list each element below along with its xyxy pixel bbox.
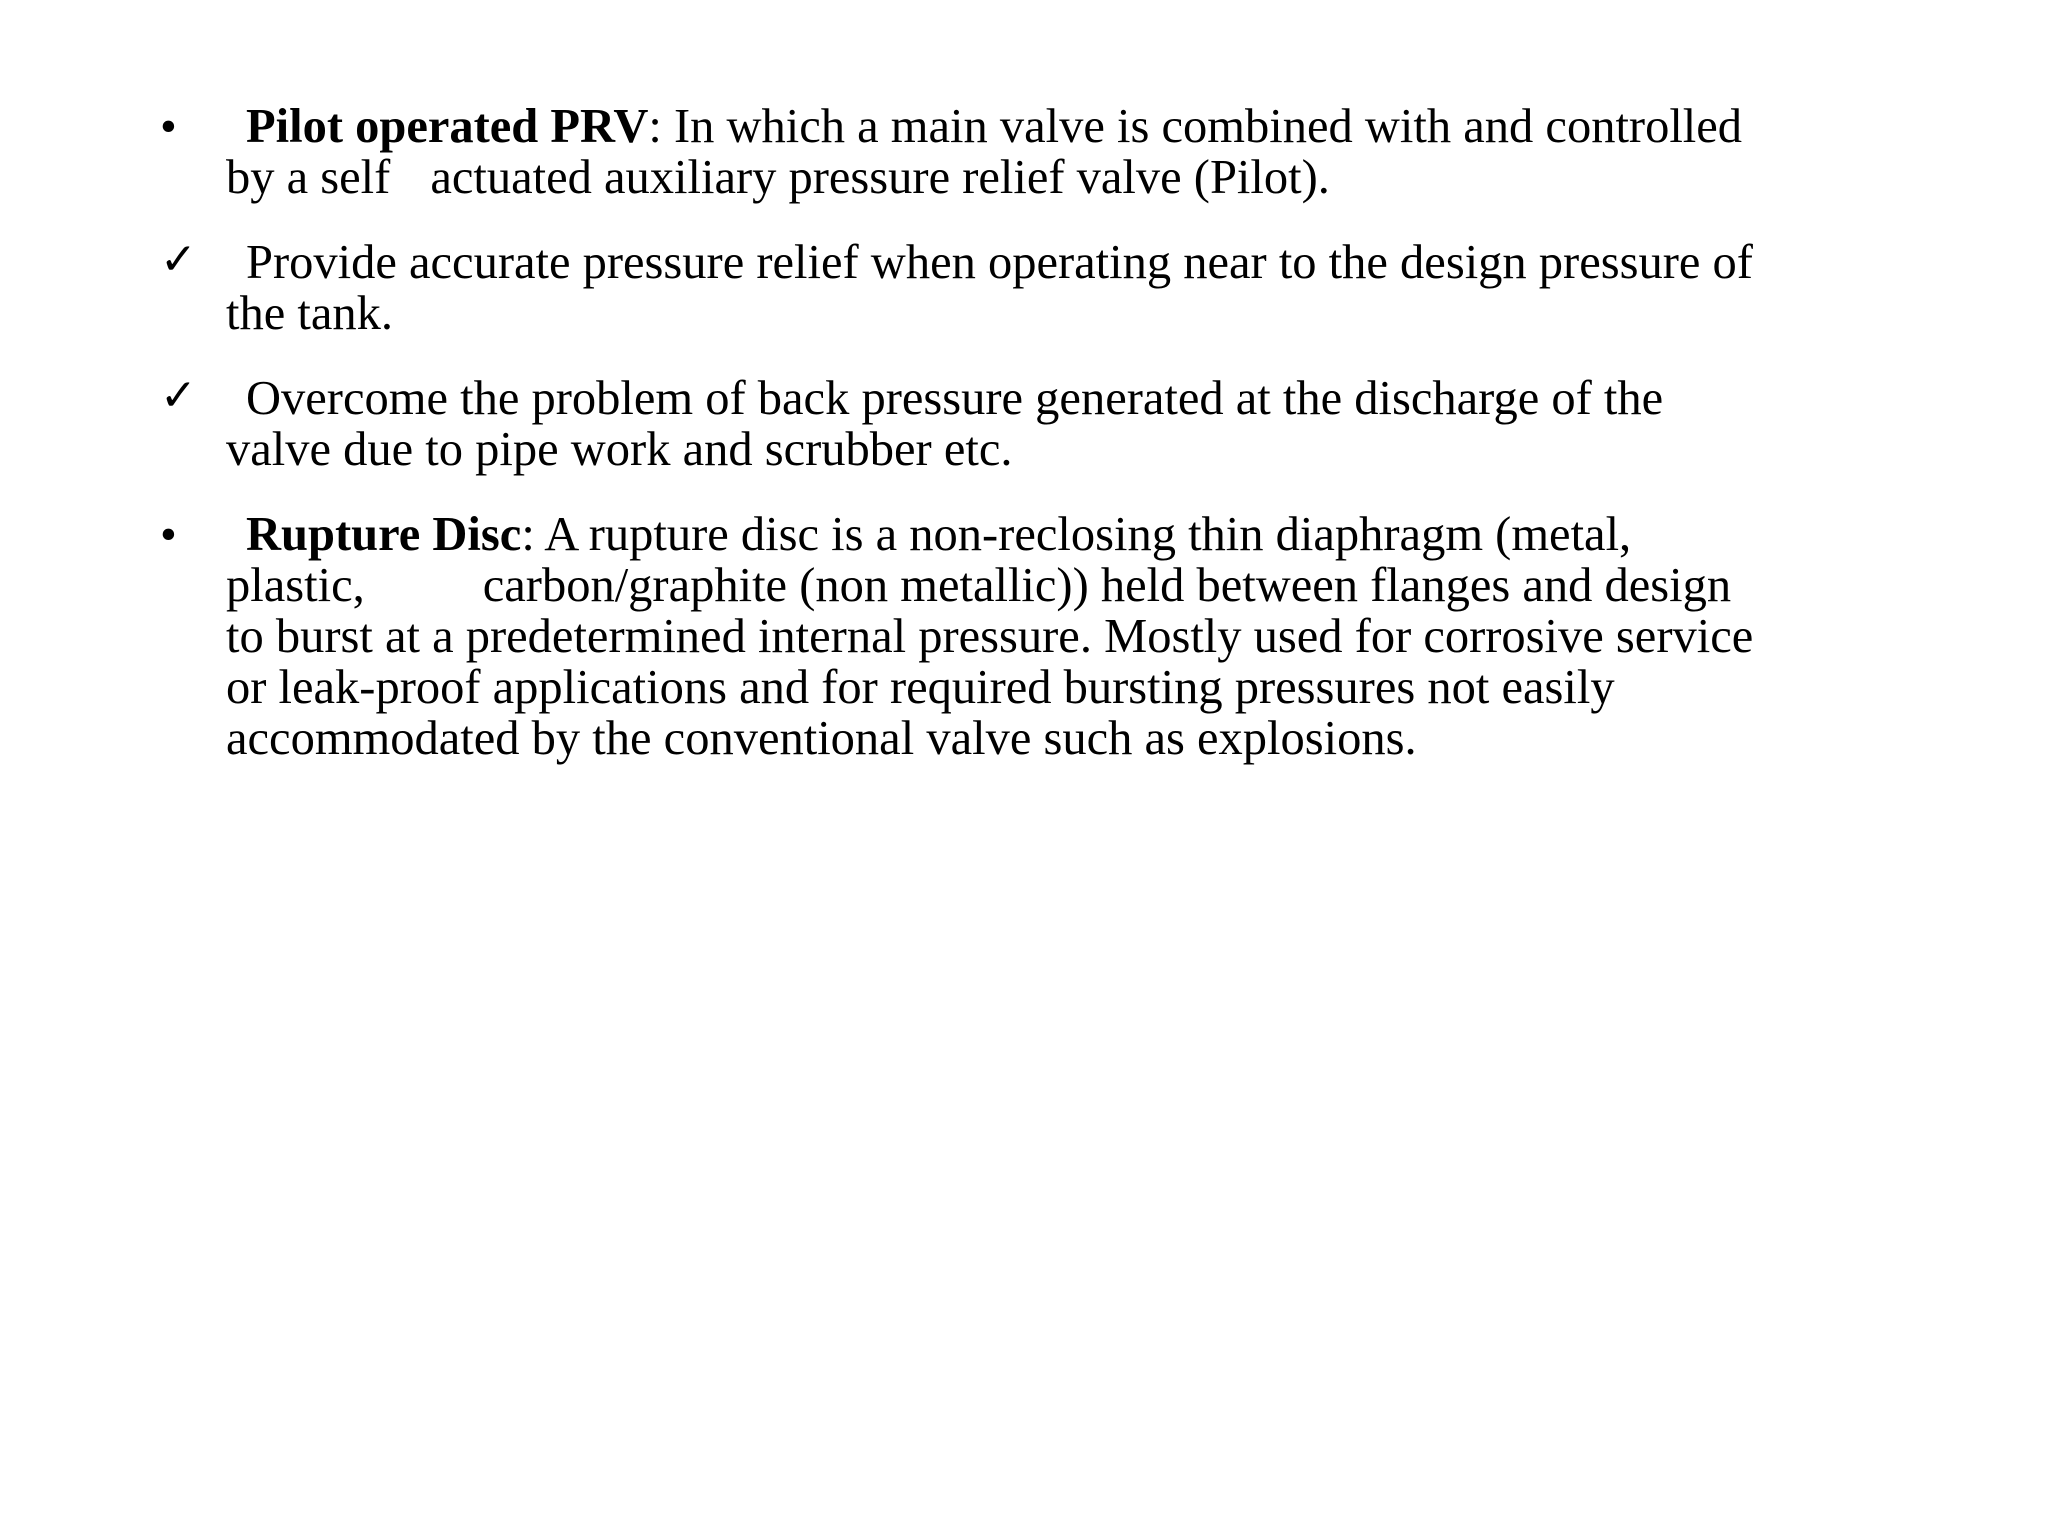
check-text-line1: Overcome the problem of back pressure generated at the discharge of the bbox=[246, 372, 1664, 425]
check-item-back-pressure bbox=[160, 370, 1890, 476]
definition-text-line2a: plastic, bbox=[226, 559, 365, 612]
definition-text-line5: accommodated by the conventional valve such as explosions. bbox=[226, 712, 1417, 765]
checkmark-icon: ✓ bbox=[160, 370, 197, 421]
term-pilot-operated-prv: Pilot operated PRV bbox=[246, 100, 649, 153]
check-text-line2: valve due to pipe work and scrubber etc. bbox=[226, 423, 1013, 476]
check-text-line1: Provide accurate pressure relief when operating near to the design pressure of bbox=[246, 236, 1753, 289]
definition-text-line2b: carbon/graphite (non metallic)) held between flanges and design bbox=[482, 559, 1732, 612]
definition-text-line2a: by a self bbox=[226, 151, 391, 204]
definition-text-line3: to burst at a predetermined internal pressure. Mostly used for corrosive service bbox=[226, 610, 1754, 663]
bullet-text bbox=[226, 508, 1890, 765]
bullet-item-rupture-disc bbox=[160, 509, 1890, 764]
bullet-icon: • bbox=[160, 508, 177, 561]
term-rupture-disc: Rupture Disc bbox=[246, 508, 522, 561]
check-item-accurate-relief bbox=[160, 234, 1890, 340]
bullet-text bbox=[226, 100, 1890, 204]
checkmark-icon: ✓ bbox=[160, 234, 197, 285]
check-text bbox=[226, 236, 1890, 340]
bullet-icon: • bbox=[160, 100, 177, 153]
bullet-item-pilot-operated-prv bbox=[160, 101, 1890, 203]
definition-text: : A rupture disc is a non-reclosing thin diaphragm (metal, bbox=[521, 508, 1632, 561]
definition-text-line2b: actuated auxiliary pressure relief valve (Pilot). bbox=[430, 151, 1330, 204]
check-text bbox=[226, 372, 1890, 476]
definition-text: : In which a main valve is combined with and controlled bbox=[648, 100, 1743, 153]
check-text-line2: the tank. bbox=[226, 287, 394, 340]
definition-text-line4: or leak-proof applications and for required bursting pressures not easily bbox=[226, 661, 1615, 714]
